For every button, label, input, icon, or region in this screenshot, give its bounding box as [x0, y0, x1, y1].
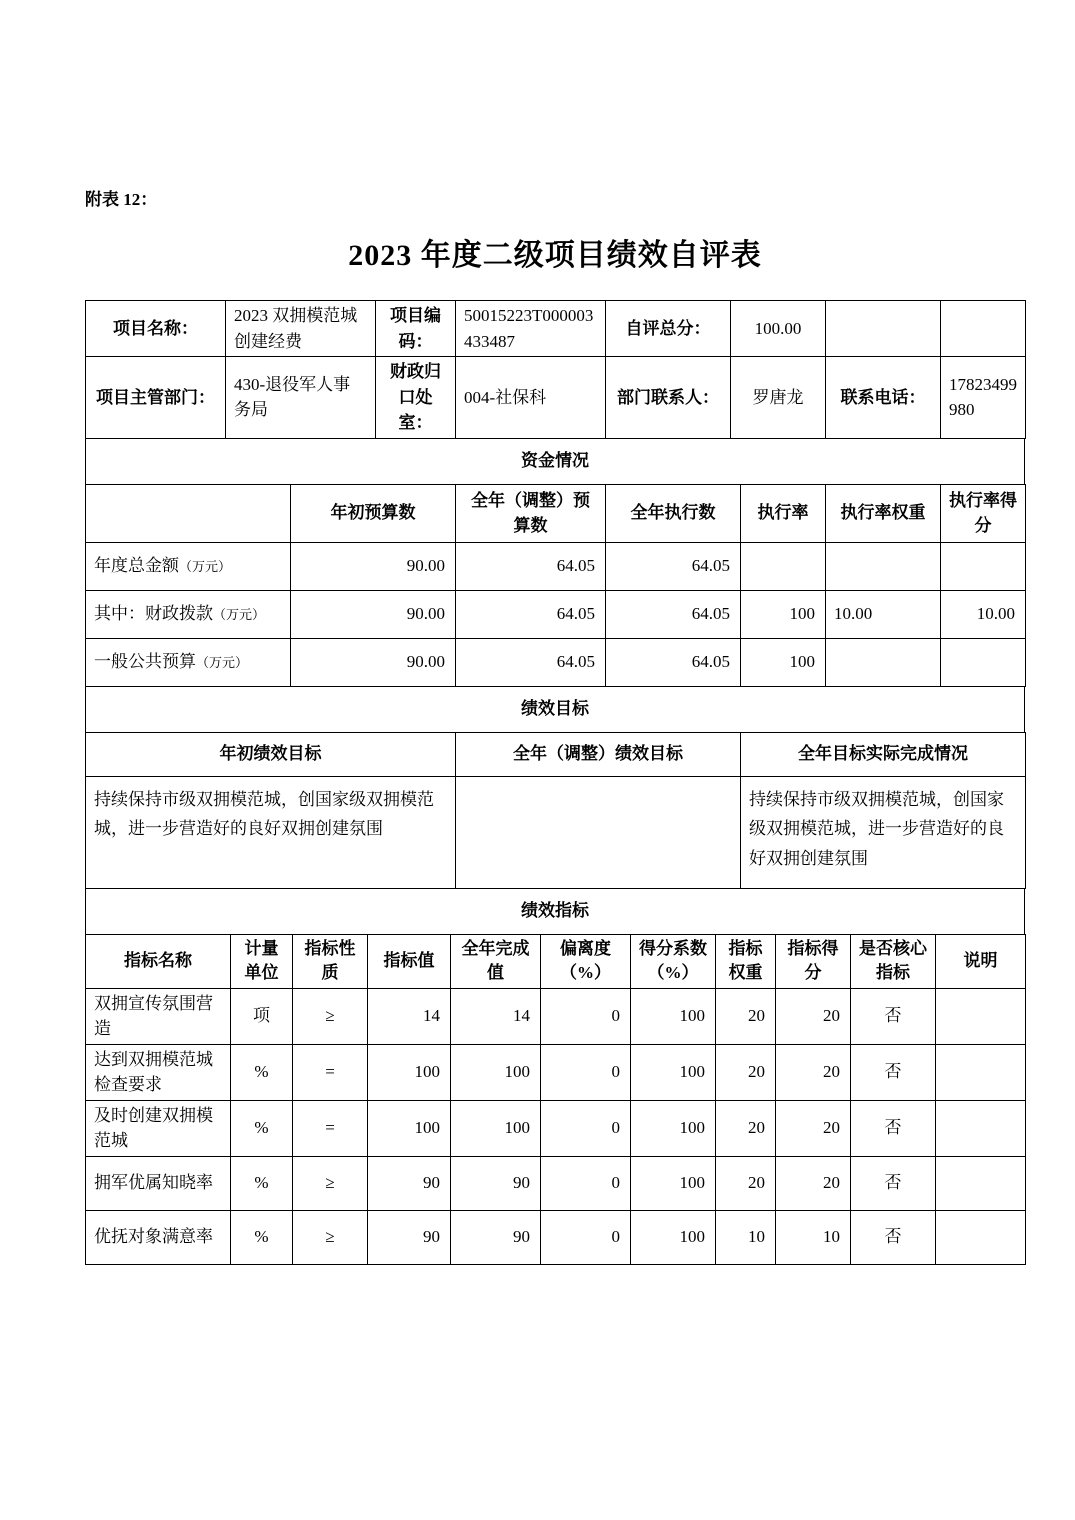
indicator-deviation: 0	[541, 988, 631, 1044]
page-title: 2023 年度二级项目绩效自评表	[348, 239, 762, 272]
funding-cell-executed: 64.05	[606, 542, 741, 590]
funding-row-total	[86, 542, 1026, 590]
goals-table	[85, 732, 1026, 889]
indicators-section-title: 绩效指标	[86, 888, 1025, 934]
indicators-col-target: 指标值	[368, 934, 451, 988]
funding-cell-budget-initial: 90.00	[291, 542, 456, 590]
indicator-note	[936, 988, 1026, 1044]
indicator-coefficient: 100	[631, 1044, 716, 1100]
funding-header-row	[86, 484, 1026, 542]
indicator-weight: 20	[716, 988, 776, 1044]
indicators-header-row	[86, 934, 1026, 988]
document-content	[85, 185, 1025, 1265]
indicators-col-score: 指标得分	[776, 934, 851, 988]
funding-cell-rate-score: 10.00	[941, 590, 1026, 638]
indicator-coefficient: 100	[631, 988, 716, 1044]
indicator-row	[86, 1100, 1026, 1156]
indicator-name: 及时创建双拥模范城	[86, 1100, 231, 1156]
indicators-col-completed: 全年完成值	[451, 934, 541, 988]
phone-value: 17823499980	[941, 357, 1026, 439]
self-score-label: 自评总分：	[606, 301, 731, 357]
funding-cell-budget-initial: 90.00	[291, 638, 456, 686]
goals-col-actual: 全年目标实际完成情况	[741, 732, 1026, 776]
indicator-row	[86, 1044, 1026, 1100]
funding-row-label-text: 年度总金额	[94, 556, 179, 576]
project-info-row-1	[86, 301, 1026, 357]
funding-col-rate-score: 执行率得分	[941, 484, 1026, 542]
indicator-target: 14	[368, 988, 451, 1044]
contact-label: 部门联系人：	[606, 357, 731, 439]
funding-row-label	[86, 638, 291, 686]
funding-cell-budget-initial: 90.00	[291, 590, 456, 638]
dept-value: 430-退役军人事务局	[226, 357, 376, 439]
indicators-col-unit: 计量单位	[231, 934, 293, 988]
goals-adjusted-text	[456, 776, 741, 888]
goals-section-row	[86, 686, 1025, 732]
indicator-note	[936, 1210, 1026, 1264]
indicator-deviation: 0	[541, 1100, 631, 1156]
funding-cell-budget-adjusted: 64.05	[456, 638, 606, 686]
indicators-col-note: 说明	[936, 934, 1026, 988]
funding-section-title: 资金情况	[86, 438, 1025, 484]
funding-cell-budget-adjusted: 64.05	[456, 590, 606, 638]
indicator-coefficient: 100	[631, 1210, 716, 1264]
funding-row-label	[86, 542, 291, 590]
indicator-core: 否	[851, 1210, 936, 1264]
funding-cell-rate: 100	[741, 638, 826, 686]
indicator-target: 90	[368, 1156, 451, 1210]
indicator-row	[86, 1210, 1026, 1264]
project-name-label: 项目名称：	[86, 301, 226, 357]
indicator-core: 否	[851, 1100, 936, 1156]
indicator-coefficient: 100	[631, 1100, 716, 1156]
indicators-col-weight: 指标权重	[716, 934, 776, 988]
indicator-completed: 14	[451, 988, 541, 1044]
indicators-col-core: 是否核心指标	[851, 934, 936, 988]
indicator-note	[936, 1044, 1026, 1100]
funding-cell-rate	[741, 542, 826, 590]
funding-cell-rate-score	[941, 542, 1026, 590]
indicators-section-bar	[85, 888, 1025, 935]
indicator-note	[936, 1156, 1026, 1210]
indicator-score: 10	[776, 1210, 851, 1264]
indicator-core: 否	[851, 1156, 936, 1210]
indicators-table	[85, 934, 1026, 1265]
indicator-unit: %	[231, 1044, 293, 1100]
goals-col-initial: 年初绩效目标	[86, 732, 456, 776]
indicator-core: 否	[851, 1044, 936, 1100]
indicator-name: 双拥宣传氛围营造	[86, 988, 231, 1044]
indicator-weight: 20	[716, 1156, 776, 1210]
indicator-weight: 20	[716, 1100, 776, 1156]
indicator-score: 20	[776, 988, 851, 1044]
office-label: 财政归口处室：	[376, 357, 456, 439]
indicator-core: 否	[851, 988, 936, 1044]
goals-section-title: 绩效目标	[86, 686, 1025, 732]
funding-cell-rate-weight	[826, 638, 941, 686]
indicator-completed: 100	[451, 1044, 541, 1100]
funding-row-label-text: 一般公共预算	[94, 652, 196, 672]
goals-col-adjusted: 全年（调整）绩效目标	[456, 732, 741, 776]
contact-value: 罗唐龙	[731, 357, 826, 439]
indicator-deviation: 0	[541, 1044, 631, 1100]
goals-header-row	[86, 732, 1026, 776]
indicator-score: 20	[776, 1044, 851, 1100]
funding-row-unit: （万元）	[196, 655, 249, 671]
funding-section-bar	[85, 438, 1025, 485]
funding-cell-budget-adjusted: 64.05	[456, 542, 606, 590]
goals-initial-text: 持续保持市级双拥模范城，创国家级双拥模范城，进一步营造好的良好双拥创建氛围	[86, 776, 456, 888]
indicator-name: 达到双拥模范城检查要求	[86, 1044, 231, 1100]
funding-col-rate-weight: 执行率权重	[826, 484, 941, 542]
project-code-value: 50015223T000003433487	[456, 301, 606, 357]
indicator-completed: 100	[451, 1100, 541, 1156]
goals-section-bar	[85, 686, 1025, 733]
indicator-target: 100	[368, 1100, 451, 1156]
funding-row-label	[86, 590, 291, 638]
funding-col-executed: 全年执行数	[606, 484, 741, 542]
project-info-table	[85, 300, 1026, 439]
indicator-note	[936, 1100, 1026, 1156]
indicator-unit: 项	[231, 988, 293, 1044]
indicator-completed: 90	[451, 1156, 541, 1210]
indicator-coefficient: 100	[631, 1156, 716, 1210]
indicator-row	[86, 988, 1026, 1044]
project-name-value: 2023 双拥模范城创建经费	[226, 301, 376, 357]
funding-col-budget-adjusted: 全年（调整）预算数	[456, 484, 606, 542]
indicator-unit: %	[231, 1210, 293, 1264]
indicators-col-name: 指标名称	[86, 934, 231, 988]
funding-row-unit: （万元）	[213, 607, 266, 623]
indicator-deviation: 0	[541, 1210, 631, 1264]
empty-cell-2	[941, 301, 1026, 357]
funding-row-label-text: 其中：财政拨款	[94, 604, 213, 624]
indicator-nature: =	[293, 1100, 368, 1156]
office-value: 004-社保科	[456, 357, 606, 439]
funding-cell-rate-weight: 10.00	[826, 590, 941, 638]
indicator-nature: ≥	[293, 1156, 368, 1210]
dept-label: 项目主管部门：	[86, 357, 226, 439]
indicators-col-coefficient: 得分系数（%）	[631, 934, 716, 988]
self-score-value: 100.00	[731, 301, 826, 357]
empty-cell-1	[826, 301, 941, 357]
funding-row-public-budget	[86, 638, 1026, 686]
appendix-label: 附表 12：	[85, 190, 158, 209]
indicator-row	[86, 1156, 1026, 1210]
funding-table	[85, 484, 1026, 687]
funding-cell-rate-score	[941, 638, 1026, 686]
funding-cell-rate: 100	[741, 590, 826, 638]
indicator-target: 100	[368, 1044, 451, 1100]
goals-content-row	[86, 776, 1026, 888]
indicator-unit: %	[231, 1100, 293, 1156]
indicator-nature: ≥	[293, 988, 368, 1044]
indicator-nature: ≥	[293, 1210, 368, 1264]
funding-row-unit: （万元）	[179, 559, 232, 575]
funding-col-budget-initial: 年初预算数	[291, 484, 456, 542]
indicator-nature: =	[293, 1044, 368, 1100]
indicator-score: 20	[776, 1156, 851, 1210]
phone-label: 联系电话：	[826, 357, 941, 439]
indicator-score: 20	[776, 1100, 851, 1156]
funding-cell-executed: 64.05	[606, 590, 741, 638]
funding-row-fiscal	[86, 590, 1026, 638]
funding-cell-executed: 64.05	[606, 638, 741, 686]
indicators-col-nature: 指标性质	[293, 934, 368, 988]
funding-col-empty	[86, 484, 291, 542]
funding-col-rate: 执行率	[741, 484, 826, 542]
indicator-weight: 10	[716, 1210, 776, 1264]
indicator-completed: 90	[451, 1210, 541, 1264]
funding-section-row	[86, 438, 1025, 484]
goals-actual-text: 持续保持市级双拥模范城，创国家级双拥模范城，进一步营造好的良好双拥创建氛围	[741, 776, 1026, 888]
funding-cell-rate-weight	[826, 542, 941, 590]
indicator-name: 优抚对象满意率	[86, 1210, 231, 1264]
indicator-name: 拥军优属知晓率	[86, 1156, 231, 1210]
indicator-target: 90	[368, 1210, 451, 1264]
indicators-section-row	[86, 888, 1025, 934]
indicator-deviation: 0	[541, 1156, 631, 1210]
project-code-label: 项目编码：	[376, 301, 456, 357]
indicators-col-deviation: 偏离度（%）	[541, 934, 631, 988]
indicator-unit: %	[231, 1156, 293, 1210]
project-info-row-2	[86, 357, 1026, 439]
indicator-weight: 20	[716, 1044, 776, 1100]
